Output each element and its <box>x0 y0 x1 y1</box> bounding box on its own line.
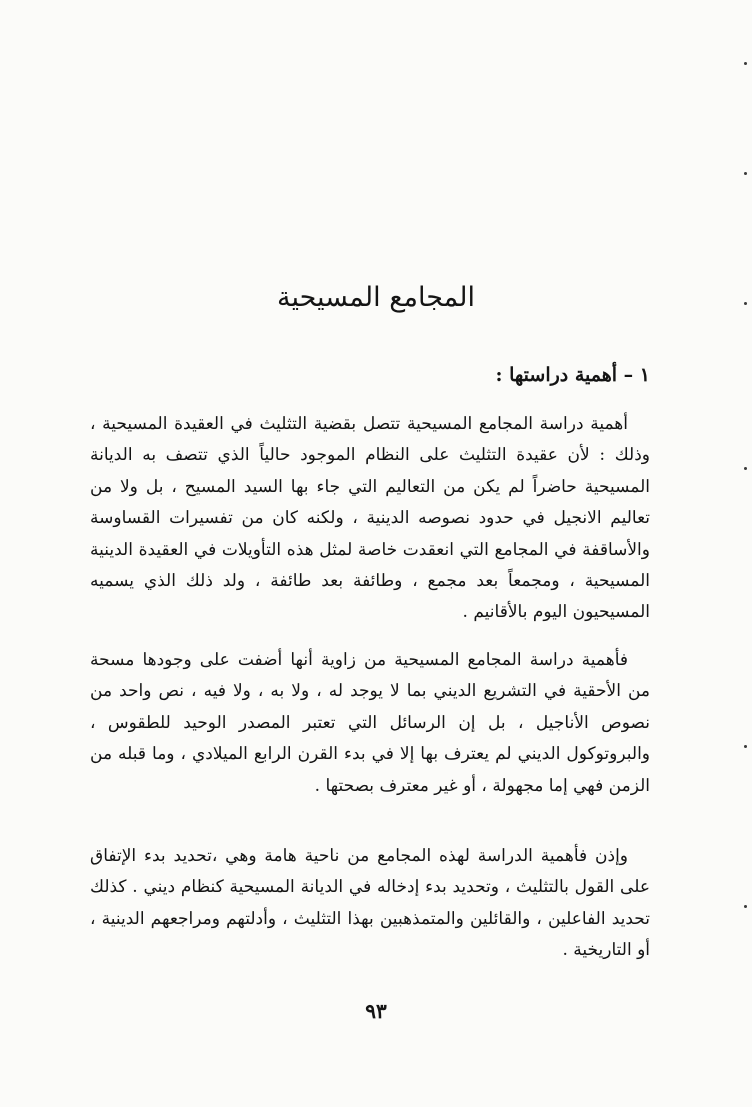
section-heading: ١ – أهمية دراستها : <box>495 364 650 386</box>
scan-mark <box>744 302 747 305</box>
paragraph-1 <box>90 409 650 629</box>
paragraph-text: أهمية دراسة المجامع المسيحية تتصل بقضية التثليث في العقيدة المسيحية ، وذلك : لأن عقيدة التثليث على النظام الموجود حالياً الذي تتصف به الديانة المسيحية حاضراً لم يكن من التعاليم التي جاء بها السيد المسيح ، بل ولا من تعاليم الانجيل في حدود نصوصه الدينية ، ولكنه كان من تفسيرات القساوسة والأساقفة في المجامع التي انعقدت خاصة لمثل هذه التأويلات في العقيدة الدينية المسيحية ، ومجمعاً بعد مجمع ، وطائفة بعد طائفة ، ولد ذلك الذي يسميه المسيحيون اليوم بالأقانيم . <box>90 414 650 623</box>
paragraph-text: فأهمية دراسة المجامع المسيحية من زاوية أنها أضفت على وجودها مسحة من الأحقية في التشريع الديني بما لا يوجد له ، ولا به ، ولا فيه ، نص واحد من نصوص الأناجيل ، بل إن الرسائل التي تعتبر المصدر الوحيد للطقوس ، والبروتوكول الديني لم يعترف بها إلا في بدء القرن الرابع الميلادي ، وما قبله من الزمن فهي إما مجهولة ، أو غير معترف بصحتها . <box>90 650 650 796</box>
scan-mark <box>744 745 747 748</box>
scan-mark <box>744 467 747 470</box>
scan-mark <box>744 172 747 175</box>
chapter-title: المجامع المسيحية <box>276 282 476 313</box>
paragraph-2 <box>90 645 650 802</box>
paragraph-3 <box>90 841 650 967</box>
scan-mark <box>744 62 747 65</box>
page-number: ٩٣ <box>365 999 387 1023</box>
scan-mark <box>744 905 747 908</box>
paragraph-text: وإذن فأهمية الدراسة لهذه المجامع من ناحية هامة وهي ،تحديد بدء الإتفاق على القول بالتثليث ، وتحديد بدء إدخاله في الديانة المسيحية كنظام ديني . كذلك تحديد الفاعلين ، والقائلين والمتمذهبين بهذا التثليث ، وأدلتهم ومراجعهم الدينية ، أو التاريخية . <box>90 846 650 961</box>
